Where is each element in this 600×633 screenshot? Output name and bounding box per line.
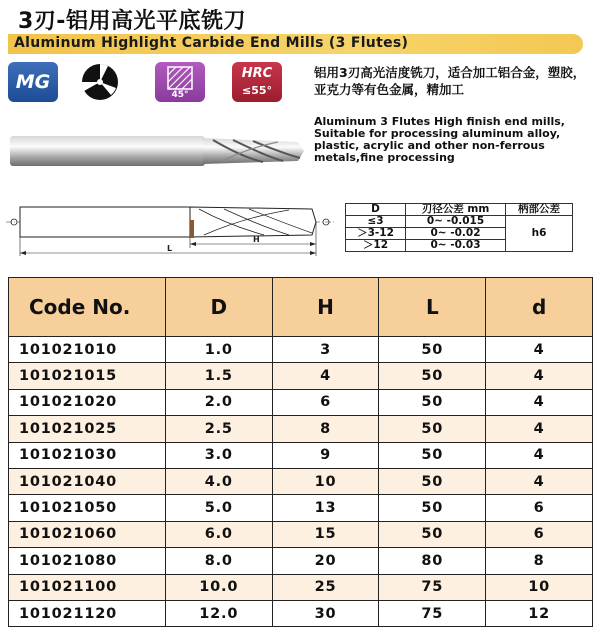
overall-length-cell: 50 xyxy=(379,468,486,494)
overall-length-cell: 50 xyxy=(379,442,486,468)
code-no-cell: 101021010 xyxy=(9,337,166,363)
shank-diameter-cell: 4 xyxy=(486,416,593,442)
shank-diameter-cell: 12 xyxy=(486,600,593,626)
mg-badge: MG xyxy=(8,62,58,102)
table-row xyxy=(9,521,593,547)
flute-length-cell: 20 xyxy=(272,548,379,574)
code-no-cell: 101021050 xyxy=(9,495,166,521)
flute-length-cell: 6 xyxy=(272,389,379,415)
shank-diameter-cell: 6 xyxy=(486,521,593,547)
hrc-value: ≤55° xyxy=(241,84,273,97)
overall-length-cell: 50 xyxy=(379,416,486,442)
diameter-cell: 2.0 xyxy=(165,389,272,415)
diameter-cell: 8.0 xyxy=(165,548,272,574)
shank-diameter-cell: 4 xyxy=(486,337,593,363)
tol-value: 0~ -0.02 xyxy=(406,228,506,240)
h-dimension-label: H xyxy=(253,235,260,244)
code-no-cell: 101021100 xyxy=(9,574,166,600)
flute-length-cell: 8 xyxy=(272,416,379,442)
tol-header-d: D xyxy=(346,204,406,216)
table-row xyxy=(9,600,593,626)
code-no-cell: 101021025 xyxy=(9,416,166,442)
diameter-cell: 1.5 xyxy=(165,363,272,389)
spec-table-header xyxy=(9,278,593,337)
code-no-cell: 101021015 xyxy=(9,363,166,389)
table-row xyxy=(9,468,593,494)
header-code-no: Code No. xyxy=(9,278,166,337)
tol-header-blade: 刃径公差 mm xyxy=(406,204,506,216)
tol-header-shank: 柄部公差 xyxy=(506,204,573,216)
tol-d: ＞3-12 xyxy=(346,228,406,240)
code-no-cell: 101021020 xyxy=(9,389,166,415)
table-row xyxy=(9,363,593,389)
tol-d: ＞12 xyxy=(346,240,406,252)
shank-diameter-cell: 10 xyxy=(486,574,593,600)
diameter-cell: 12.0 xyxy=(165,600,272,626)
diameter-cell: 2.5 xyxy=(165,416,272,442)
flute-length-cell: 4 xyxy=(272,363,379,389)
page-subtitle: Aluminum Highlight Carbide End Mills (3 Flutes) xyxy=(14,35,409,51)
flute-length-cell: 30 xyxy=(272,600,379,626)
table-row xyxy=(9,548,593,574)
diameter-cell: 3.0 xyxy=(165,442,272,468)
flute-length-cell: 10 xyxy=(272,468,379,494)
diameter-cell: 5.0 xyxy=(165,495,272,521)
table-row xyxy=(9,389,593,415)
diameter-cell: 4.0 xyxy=(165,468,272,494)
table-row xyxy=(9,337,593,363)
flute-length-cell: 9 xyxy=(272,442,379,468)
header-d: D xyxy=(165,278,272,337)
description-en: Aluminum 3 Flutes High finish end mills, Suitable for processing aluminum alloy, plastic, acrylic and other non-ferrous metals,fine processing xyxy=(314,115,565,164)
shank-diameter-cell: 4 xyxy=(486,442,593,468)
table-row xyxy=(9,574,593,600)
header-h: H xyxy=(272,278,379,337)
shank-diameter-cell: 4 xyxy=(486,389,593,415)
code-no-cell: 101021080 xyxy=(9,548,166,574)
diameter-cell: 1.0 xyxy=(165,337,272,363)
overall-length-cell: 50 xyxy=(379,521,486,547)
flute-length-cell: 3 xyxy=(272,337,379,363)
tol-d: ≤3 xyxy=(346,216,406,228)
header xyxy=(0,0,600,56)
tolerance-table xyxy=(345,203,573,252)
overall-length-cell: 50 xyxy=(379,389,486,415)
description-cn: 铝用3刃高光洁度铣刀，适合加工铝合金，塑胶，亚克力等有色金属，精加工 xyxy=(314,65,586,97)
shank-diameter-cell: 8 xyxy=(486,548,593,574)
three-flute-icon xyxy=(75,62,125,102)
header-l: L xyxy=(379,278,486,337)
shank-diameter-cell: 6 xyxy=(486,495,593,521)
flute-length-cell: 25 xyxy=(272,574,379,600)
code-no-cell: 101021030 xyxy=(9,442,166,468)
flute-length-cell: 15 xyxy=(272,521,379,547)
header-shank-d: d xyxy=(486,278,593,337)
overall-length-cell: 80 xyxy=(379,548,486,574)
shank-diameter-cell: 4 xyxy=(486,363,593,389)
table-row xyxy=(9,495,593,521)
code-no-cell: 101021060 xyxy=(9,521,166,547)
overall-length-cell: 75 xyxy=(379,574,486,600)
hrc-label: HRC xyxy=(241,66,273,81)
overall-length-cell: 50 xyxy=(379,363,486,389)
spec-table xyxy=(8,277,593,627)
helix-angle-badge xyxy=(155,62,205,102)
table-row xyxy=(9,416,593,442)
l-dimension-label: L xyxy=(167,244,173,253)
flute-length-cell: 13 xyxy=(272,495,379,521)
tol-value: 0~ -0.03 xyxy=(406,240,506,252)
page-title: 3刃-铝用高光平底铣刀 xyxy=(18,9,246,34)
diameter-cell: 6.0 xyxy=(165,521,272,547)
code-no-cell: 101021040 xyxy=(9,468,166,494)
overall-length-cell: 75 xyxy=(379,600,486,626)
table-row xyxy=(9,442,593,468)
code-no-cell: 101021120 xyxy=(9,600,166,626)
end-mill-photo xyxy=(8,128,308,178)
helix-angle-label: 45° xyxy=(171,90,189,100)
tol-value: 0~ -0.015 xyxy=(406,216,506,228)
diameter-cell: 10.0 xyxy=(165,574,272,600)
overall-length-cell: 50 xyxy=(379,495,486,521)
overall-length-cell: 50 xyxy=(379,337,486,363)
end-mill-drawing xyxy=(4,200,339,258)
shank-diameter-cell: 4 xyxy=(486,468,593,494)
hrc-badge xyxy=(232,62,282,102)
tol-shank: h6 xyxy=(506,216,573,252)
